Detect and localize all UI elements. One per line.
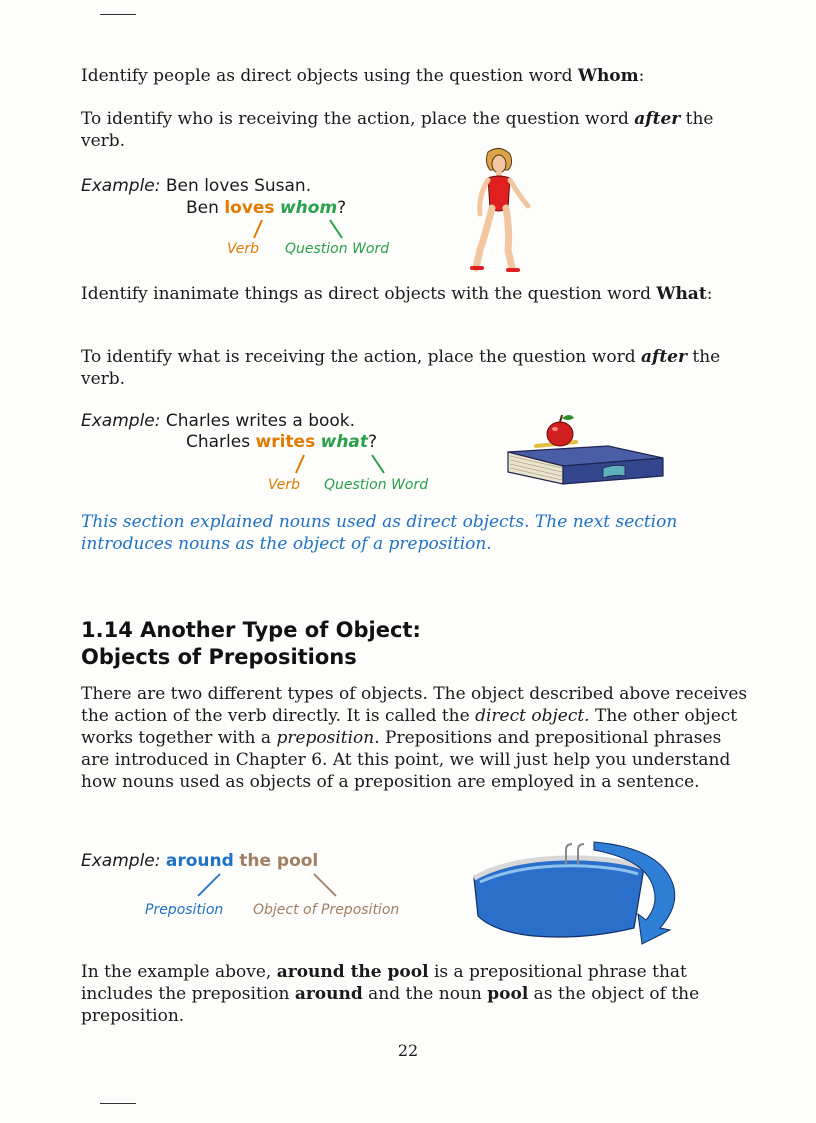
example-1-verb-label: Verb <box>227 241 260 257</box>
closing-paragraph: In the example above, around the pool is a prepositional phrase that includes the preposition around and the noun pool as the object of the preposition. <box>81 962 700 1026</box>
example-2-line1: Example: Charles writes a book. <box>81 411 356 431</box>
crop-mark-top <box>100 14 136 15</box>
section-heading: 1.14 Another Type of Object: Objects of Prepositions <box>81 618 421 669</box>
example-1-qword-label: Question Word <box>285 241 390 257</box>
intro-what: Identify inanimate things as direct objects with the question word What: <box>81 284 713 304</box>
example-2-qword-label: Question Word <box>324 477 429 493</box>
pool-arrow-illustration <box>470 838 690 946</box>
example-2-connectors <box>284 453 394 477</box>
example-1-connectors <box>240 218 350 242</box>
example-2-line2: Charles writes what? <box>186 432 378 452</box>
example-2-verb-label: Verb <box>268 477 301 493</box>
example-1-line2: Ben loves whom? <box>186 198 347 218</box>
example-3-object-label: Object of Preposition <box>253 902 400 918</box>
example-3-line: Example: around the pool <box>81 851 319 871</box>
objects-explanation-paragraph: There are two different types of objects. The object described above receives the action of the verb directly. It is called the direct object. The other object works together with a preposition. Prepositions and prepositional phrases are introduced in Chapter 6. At this point, we will just help you understand how nouns used as objects of a preposition are employed in a sentence. <box>81 684 748 792</box>
crop-mark-bottom <box>100 1103 136 1104</box>
example-3-prep-label: Preposition <box>145 902 224 918</box>
instruction-whom: To identify who is receiving the action, place the question word after the verb. <box>81 109 714 151</box>
intro-whom: Identify people as direct objects using the question word Whom: <box>81 66 645 86</box>
section-transition-note: This section explained nouns used as direct objects. The next section introduces nouns as the object of a preposition. <box>81 512 678 554</box>
example-1-line1: Example: Ben loves Susan. <box>81 176 312 196</box>
page-number: 22 <box>397 1041 419 1060</box>
instruction-what: To identify what is receiving the action, place the question word after the verb. <box>81 347 721 389</box>
book-apple-illustration <box>498 412 668 487</box>
woman-swimsuit-illustration <box>466 146 536 276</box>
example-3-connectors <box>190 872 350 900</box>
